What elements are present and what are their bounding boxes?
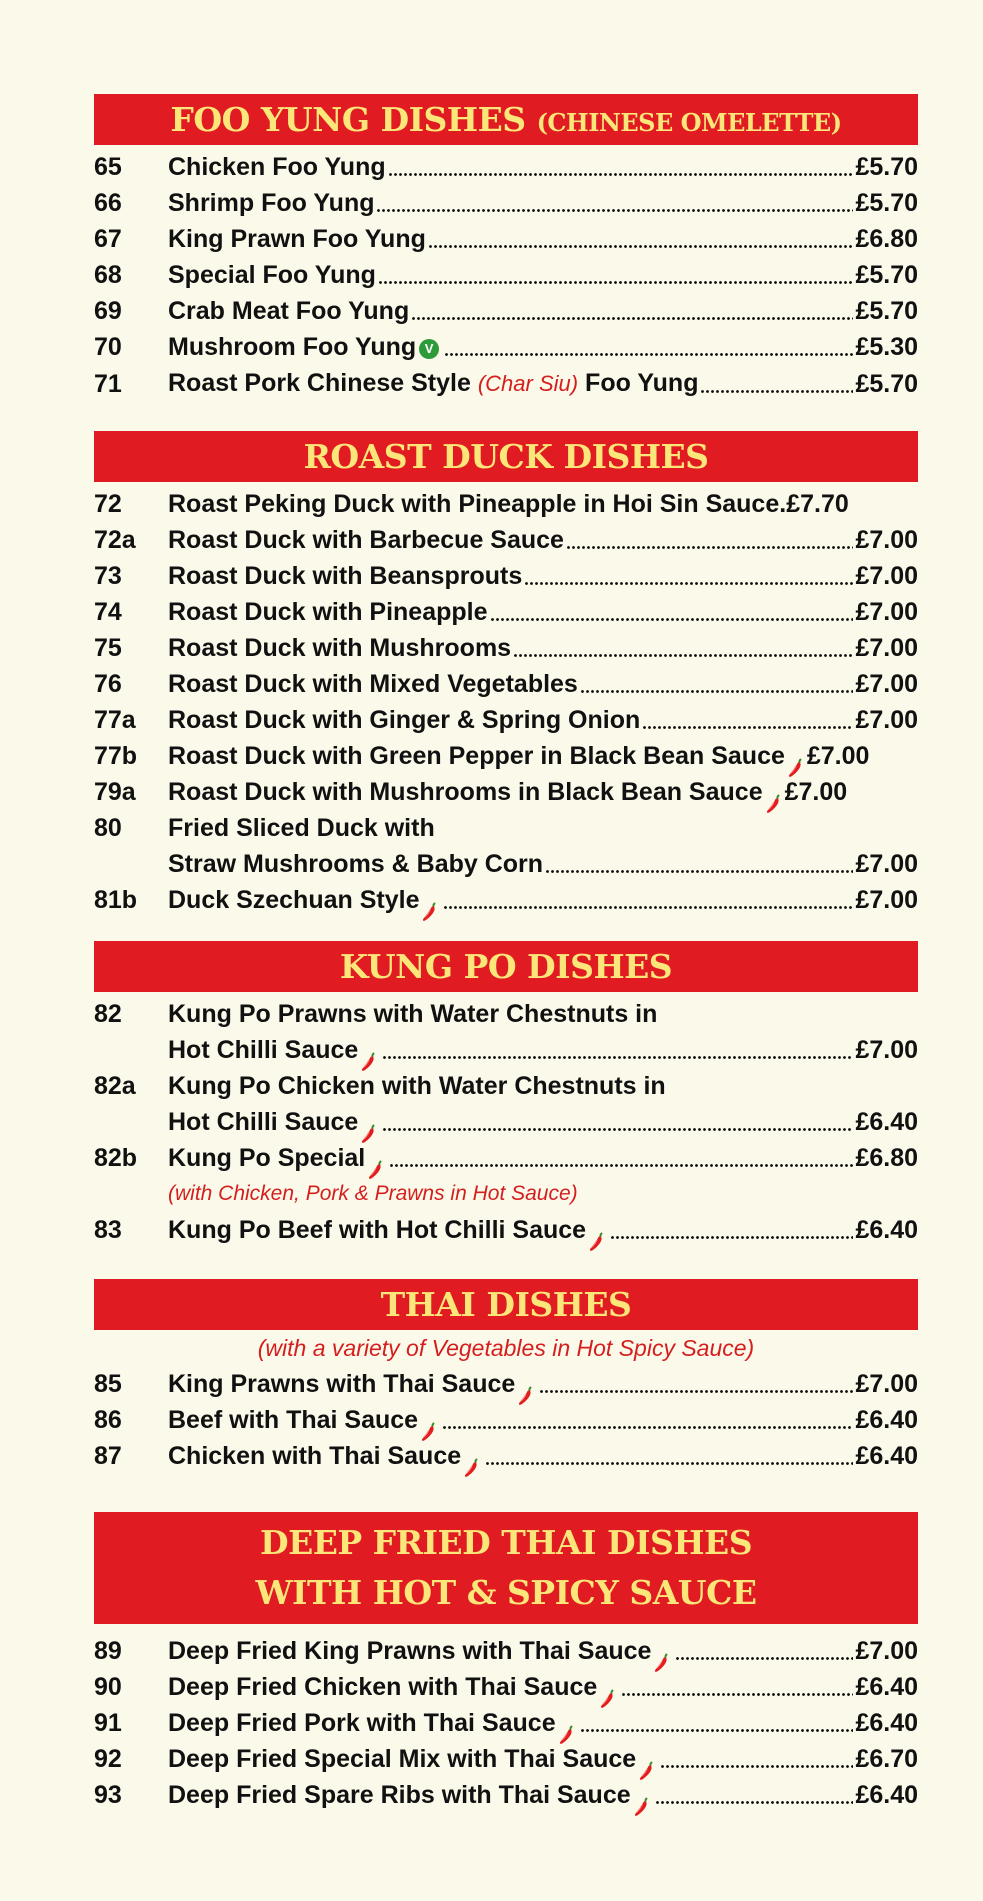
item-number: 76 [94,670,122,698]
item-price: £6.40 [855,1406,918,1434]
menu-item[interactable] [94,1633,918,1669]
item-number: 83 [94,1216,122,1244]
item-note: (with Chicken, Pork & Prawns in Hot Sauce) [168,1182,578,1205]
item-name: Kung Po Beef with Hot Chilli Sauce [168,1216,587,1244]
menu-list [94,996,918,1248]
chilli-icon [462,1452,482,1474]
item-name-line1: Kung Po Prawns with Water Chestnuts in [168,1000,658,1028]
item-name: Roast Duck with Mushrooms in Black Bean Sauce [168,778,763,806]
item-name: Deep Fried Spare Ribs with Thai Sauce [168,1781,631,1809]
dot-leader [382,1055,853,1060]
item-name: Shrimp Foo Yung [168,189,375,217]
menu-list [94,486,918,918]
dot-leader [485,1461,853,1466]
menu-item[interactable] [94,221,918,257]
dot-leader [660,1764,853,1769]
menu-item[interactable] [94,594,918,630]
item-name: Deep Fried King Prawns with Thai Sauce [168,1637,652,1665]
dot-leader [621,1692,853,1697]
dot-leader [376,208,853,213]
item-name: Kung Po Special [168,1144,366,1172]
item-price: £6.40 [855,1673,918,1701]
chilli-icon [366,1154,386,1176]
item-name: Crab Meat Foo Yung [168,297,410,325]
item-price: £7.00 [855,886,918,914]
item-number: 87 [94,1442,122,1470]
dot-leader [389,1163,853,1168]
menu-item[interactable] [94,666,918,702]
thai-section [94,1279,918,1474]
item-name: Deep Fried Chicken with Thai Sauce [168,1673,598,1701]
item-number: 75 [94,634,122,662]
dot-leader [411,316,853,321]
chilli-icon [557,1719,577,1741]
chilli-icon [637,1755,657,1777]
dot-leader [539,1389,853,1394]
item-name: Mushroom Foo Yung V [168,329,442,365]
menu-item[interactable] [94,365,918,402]
menu-item[interactable] [94,1705,918,1741]
item-price: £5.70 [855,370,918,398]
section-banner: DEEP FRIED THAI DISHES WITH HOT & SPICY SAUCE [94,1512,918,1624]
dot-leader [443,905,853,910]
dot-leader [428,244,854,249]
item-name: Roast Duck with Beansprouts [168,562,523,590]
item-name: Roast Duck with Ginger & Spring Onion [168,706,641,734]
chilli-icon [419,1416,439,1438]
menu-list [94,1633,918,1813]
item-name: Deep Fried Special Mix with Thai Sauce [168,1745,637,1773]
item-number: 74 [94,598,122,626]
section-banner: THAI DISHES [94,1279,918,1330]
item-name: Roast Duck with Mixed Vegetables [168,670,578,698]
item-number: 80 [94,814,122,842]
section-subtitle: (with a variety of Vegetables in Hot Spicy Sauce) [257,1335,755,1361]
dot-leader [524,581,853,586]
item-price: £7.00 [855,634,918,662]
item-number: 81b [94,886,138,914]
item-number: 91 [94,1709,122,1737]
item-number: 85 [94,1370,122,1398]
item-name-line1: Kung Po Chicken with Water Chestnuts in [168,1072,666,1100]
chilli-icon [587,1226,607,1248]
menu-item[interactable] [94,882,918,918]
section-banner: ROAST DUCK DISHES [94,431,918,482]
menu-item[interactable] [94,522,918,558]
item-number: 82a [94,1072,136,1100]
item-name: Roast Peking Duck with Pineapple in Hoi Sin Sauce. [168,490,787,518]
dot-leader [442,1425,853,1430]
menu-item[interactable] [94,1366,918,1402]
item-name: Duck Szechuan Style [168,886,420,914]
item-number: 93 [94,1781,122,1809]
item-price: £7.00 [855,1637,918,1665]
menu-item[interactable] [94,774,918,810]
item-number: 68 [94,261,122,289]
dot-leader [378,280,854,285]
menu-item[interactable] [94,702,918,738]
menu-item[interactable] [94,810,918,882]
item-number: 66 [94,189,122,217]
menu-item[interactable] [94,1140,918,1176]
item-number: 73 [94,562,122,590]
chilli-icon [598,1683,618,1705]
item-price: £5.30 [855,333,918,361]
chilli-icon [632,1791,652,1813]
item-price: £7.00 [855,1036,918,1064]
item-price: £5.70 [855,153,918,181]
item-price: £7.00 [784,778,848,806]
item-number: 65 [94,153,122,181]
dot-leader [655,1800,854,1805]
item-number: 89 [94,1637,122,1665]
item-price: £7.00 [855,670,918,698]
chilli-icon [516,1380,536,1402]
item-number: 82b [94,1144,138,1172]
menu-item[interactable] [94,1777,918,1813]
chilli-icon [652,1647,672,1669]
dot-leader [513,653,853,658]
item-number: 86 [94,1406,122,1434]
item-price: £7.00 [806,742,870,770]
item-number: 67 [94,225,122,253]
dot-leader [700,389,853,394]
item-price: £6.70 [855,1745,918,1773]
item-name: Special Foo Yung [168,261,376,289]
item-number: 77b [94,742,138,770]
item-price: £7.70 [786,490,849,518]
item-price: £6.40 [855,1216,918,1244]
item-name: Roast Pork Chinese Style (Char Siu) Foo Yung [168,369,699,397]
menu-item[interactable] [94,486,918,522]
chilli-icon [420,896,440,918]
dot-leader [642,725,853,730]
menu-item[interactable] [94,1068,918,1140]
vegetarian-icon: V [419,339,439,359]
item-number: 77a [94,706,136,734]
item-price: £5.70 [855,261,918,289]
dot-leader [675,1656,853,1661]
item-name: King Prawns with Thai Sauce [168,1370,516,1398]
item-name: King Prawn Foo Yung [168,225,426,253]
item-price: £7.00 [855,562,918,590]
item-name: Hot Chilli Sauce [168,1108,359,1136]
menu-item[interactable] [94,1741,918,1777]
item-price: £6.80 [855,225,918,253]
item-price: £7.00 [855,850,918,878]
item-price: £5.70 [855,189,918,217]
dot-leader [566,545,853,550]
menu-item[interactable] [94,149,918,185]
menu-list [94,149,918,402]
foo-yung-section [94,94,918,402]
item-number: 90 [94,1673,122,1701]
menu-item[interactable] [94,1669,918,1705]
menu-item[interactable] [94,257,918,293]
menu-list [94,1366,918,1474]
item-price: £6.80 [855,1144,918,1172]
item-name: Beef with Thai Sauce [168,1406,419,1434]
dot-leader [444,352,853,357]
item-name: Chicken with Thai Sauce [168,1442,462,1470]
item-name: Hot Chilli Sauce [168,1036,359,1064]
item-name: Roast Duck with Barbecue Sauce [168,526,564,554]
menu-item[interactable] [94,630,918,666]
menu-item[interactable] [94,1438,918,1474]
dot-leader [610,1235,853,1240]
item-name: Roast Duck with Pineapple [168,598,488,626]
kung-po-section [94,941,918,1248]
item-number: 72a [94,526,136,554]
item-number: 82 [94,1000,122,1028]
item-price: £7.00 [855,598,918,626]
menu-item[interactable] [94,185,918,221]
item-price: £7.00 [855,1370,918,1398]
item-name-note: (Char Siu) [477,371,579,396]
menu-item[interactable] [94,329,918,365]
section-banner: KUNG PO DISHES [94,941,918,992]
item-number: 92 [94,1745,122,1773]
item-number: 79a [94,778,136,806]
item-name: Roast Duck with Mushrooms [168,634,512,662]
item-name: Deep Fried Pork with Thai Sauce [168,1709,556,1737]
item-name: Chicken Foo Yung [168,153,386,181]
dot-leader [388,172,854,177]
menu-item[interactable] [94,558,918,594]
chilli-icon [359,1046,379,1068]
menu-item[interactable] [94,1402,918,1438]
chilli-icon [764,788,784,810]
item-number: 70 [94,333,122,361]
dot-leader [490,617,854,622]
menu-item[interactable] [94,293,918,329]
menu-item[interactable] [94,738,918,774]
deep-fried-thai-section [94,1512,918,1813]
item-price: £7.00 [855,706,918,734]
dot-leader [382,1127,853,1132]
chilli-icon [786,752,806,774]
item-name: Roast Duck with Green Pepper in Black Bean Sauce [168,742,785,770]
item-price: £6.40 [855,1108,918,1136]
item-price: £7.00 [855,526,918,554]
roast-duck-section [94,431,918,918]
menu-item[interactable] [94,1212,918,1248]
item-name: Straw Mushrooms & Baby Corn [168,850,544,878]
menu-item[interactable] [94,996,918,1068]
dot-leader [580,1728,854,1733]
item-price: £6.40 [855,1442,918,1470]
item-number: 71 [94,370,122,398]
item-price: £5.70 [855,297,918,325]
dot-leader [545,869,853,874]
item-name-line1: Fried Sliced Duck with [168,814,435,842]
item-price: £6.40 [855,1709,918,1737]
item-price: £6.40 [855,1781,918,1809]
item-number: 72 [94,490,122,518]
chilli-icon [359,1118,379,1140]
item-number: 69 [94,297,122,325]
section-banner: FOO YUNG DISHES (CHINESE OMELETTE) [94,94,918,145]
dot-leader [580,689,854,694]
